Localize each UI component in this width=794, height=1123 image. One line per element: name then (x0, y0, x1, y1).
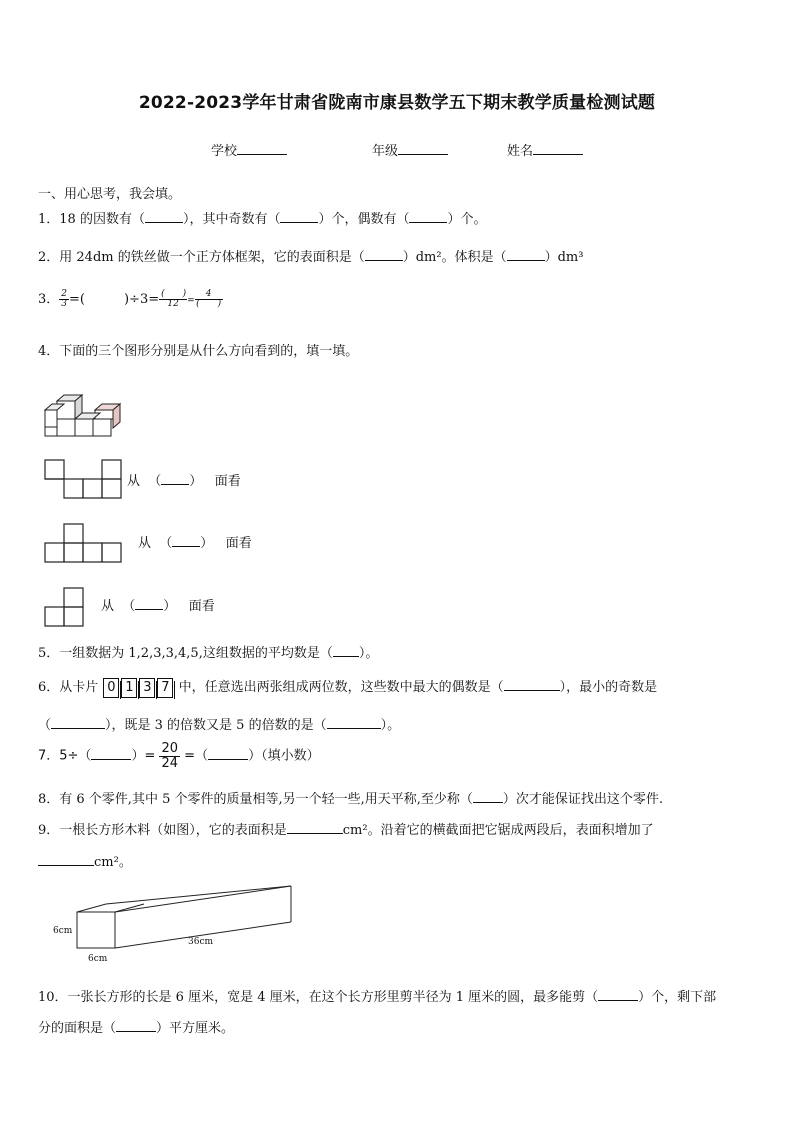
q1-blank-1[interactable] (145, 210, 183, 223)
q6-blank-2[interactable] (51, 716, 105, 729)
q7-blank-2[interactable] (208, 747, 248, 760)
q3-fraction-3: $\frac{4}{( )}$ (196, 288, 222, 309)
q2-text-c: ）dm³ (544, 250, 584, 265)
question-6-line-2: （ ），既是 3 的倍数又是 5 的倍数的是（ ）。 (38, 718, 401, 733)
view-1-blank[interactable] (161, 472, 189, 485)
school-label: 学校 (211, 144, 238, 159)
view-figure-2 (45, 524, 125, 564)
q6-blank-3[interactable] (327, 716, 381, 729)
q3-equals: = (187, 296, 195, 306)
q2-blank-1[interactable] (365, 248, 403, 261)
q1-text-c: ）个，偶数有（ (318, 212, 410, 227)
q5-blank[interactable] (333, 644, 359, 657)
view-figure-3 (45, 588, 85, 628)
q7-fraction: $\frac{20}{24}$ (161, 741, 179, 771)
card-0: 0 (103, 678, 119, 698)
school-blank[interactable] (237, 142, 287, 155)
view-2-blank[interactable] (172, 534, 200, 547)
q5-text: 5．一组数据为 1,2,3,3,4,5,这组数据的平均数是（ (38, 646, 333, 661)
q1-blank-2[interactable] (280, 210, 318, 223)
card-7: 7 (157, 678, 173, 698)
q1-text-d: ）个。 (447, 212, 487, 227)
q3-text-mid: =( )÷3= (69, 292, 160, 307)
name-label: 姓名 (507, 144, 534, 159)
card-1: 1 (121, 678, 137, 698)
section-heading: 一、用心思考，我会填。 (38, 187, 182, 202)
view-2-caption: 从 （ ） 面看 (138, 536, 252, 551)
question-8: 8．有 6 个零件,其中 5 个零件的质量相等,另一个轻一些,用天平称,至少称（ ）次才能保证找出这个零件. (38, 792, 664, 807)
question-2 (38, 246, 583, 265)
question-5 (38, 642, 378, 661)
width-label: 6cm (88, 954, 108, 964)
name-field (507, 140, 583, 159)
q10-blank-1[interactable] (598, 988, 638, 1001)
q10-blank-2[interactable] (116, 1019, 156, 1032)
q9-blank-1[interactable] (287, 821, 343, 834)
q2-text-a: 2．用 24dm 的铁丝做一个正方体框架，它的表面积是（ (38, 250, 365, 265)
name-blank[interactable] (533, 142, 583, 155)
question-10-line-2: 分的面积是（ ）平方厘米。 (38, 1021, 235, 1036)
q2-text-b: ）dm²。体积是（ (402, 250, 507, 265)
wood-prism-figure (40, 884, 300, 966)
q1-text-b: ），其中奇数有（ (182, 212, 281, 227)
view-3-blank[interactable] (135, 597, 163, 610)
school-field (211, 140, 287, 159)
height-label: 6cm (53, 926, 73, 936)
q6-blank-1[interactable] (504, 678, 560, 691)
q1-blank-3[interactable] (409, 210, 447, 223)
grade-field (372, 140, 448, 159)
q6-text-a: 6．从卡片 (38, 680, 99, 695)
question-7: 7．5÷（ ）= $\frac{20}{24}$ =（ ）（填小数） (38, 741, 320, 771)
question-9-line-2: cm²。 (38, 851, 132, 870)
q7-blank-1[interactable] (91, 747, 131, 760)
q3-number: 3． (38, 292, 60, 307)
question-9: 9．一根长方形木料（如图），它的表面积是 cm²。沿着它的横截面把它锯成两段后，表面积增加了 (38, 823, 654, 838)
q5-end: ）。 (358, 646, 379, 661)
q8-blank[interactable] (473, 790, 503, 803)
question-10: 10．一张长方形的长是 6 厘米，宽是 4 厘米，在这个长方形里剪半径为 1 厘米的圆，最多能剪（ ）个，剩下部 (38, 990, 717, 1005)
q3-fraction-1: $\frac{2}{3}$ (61, 288, 68, 309)
card-3: 3 (139, 678, 155, 698)
grade-label: 年级 (372, 144, 399, 159)
q6-text-b: 中，任意选出两张组成两位数，这些数中最大的偶数是（ (178, 680, 504, 695)
question-3 (38, 288, 223, 309)
cube-stack-figure (43, 393, 125, 437)
grade-blank[interactable] (398, 142, 448, 155)
q2-blank-2[interactable] (507, 248, 545, 261)
question-1 (38, 208, 487, 227)
q6-text-c: ），最小的奇数是 (559, 680, 658, 695)
question-4: 4．下面的三个图形分别是从什么方向看到的，填一填。 (38, 344, 359, 359)
question-6 (38, 676, 657, 698)
length-label: 36cm (188, 937, 214, 947)
view-figure-1 (45, 460, 125, 498)
q1-text-a: 1．18 的因数有（ (38, 212, 145, 227)
page-title: 2022-2023学年甘肃省陇南市康县数学五下期末教学质量检测试题 (138, 93, 656, 113)
view-3-caption: 从 （ ） 面看 (101, 599, 215, 614)
q9-blank-2[interactable] (38, 853, 94, 866)
q3-fraction-2: $\frac{( )}{12}$ (161, 288, 187, 309)
view-1-caption: 从 （ ） 面看 (127, 474, 241, 489)
